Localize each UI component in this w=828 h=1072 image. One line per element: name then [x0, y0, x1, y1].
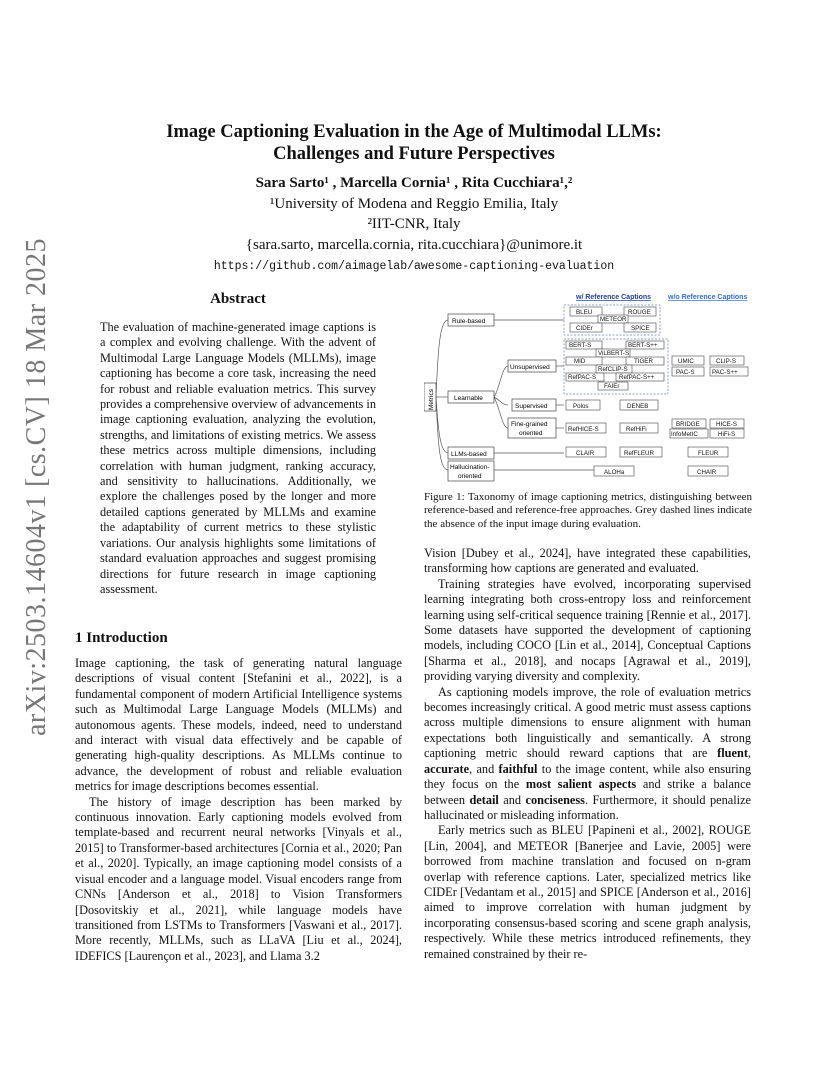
paper-title: [100, 121, 728, 165]
svg-text:TIGER: TIGER: [634, 358, 653, 365]
metric-refpac-s: [566, 373, 604, 381]
abstract-text: The evaluation of machine-generated image captions is a complex and evolving challenge. With the advent of Multimodal Large Language Models (MLLMs), image captioning has become a core task, increasing the need for robust and reliable evaluation metrics. This survey provides a comprehensive overview of advancements in image captioning evaluation, analyzing the evolution, strengths, and limitations of existing metrics. We assess these metrics across multiple dimensions, including correlation with human judgment, ranking accuracy, and sensitivity to hallucinations. Additionally, we explore the challenges posed by the longer and more detailed captions generated by MLLMs and examine the adaptability of current metrics to these stylistic variations. Our analysis highlights some limitations of standard evaluation approaches and suggest promising directions for future research in image captioning assessment.: [100, 320, 376, 596]
svg-text:Fine-grained: Fine-grained: [511, 421, 548, 428]
svg-text:METEOR: METEOR: [600, 316, 627, 323]
metric-rouge: [624, 307, 656, 316]
svg-text:RefHiFi: RefHiFi: [626, 426, 647, 433]
svg-text:CLAIR: CLAIR: [576, 450, 595, 457]
svg-text:RefPAC-S: RefPAC-S: [568, 374, 597, 381]
svg-text:Learnable: Learnable: [454, 395, 483, 402]
author-emails: {sara.sarto, marcella.cornia, rita.cucchiara}@unimore.it: [245, 237, 583, 253]
svg-text:DENEB: DENEB: [627, 403, 649, 410]
svg-text:Rule-based: Rule-based: [452, 318, 486, 325]
svg-text:CHAIR: CHAIR: [697, 469, 717, 476]
svg-text:oriented: oriented: [519, 430, 543, 437]
svg-text:Hallucination-: Hallucination-: [450, 464, 490, 471]
svg-text:BERT-S++: BERT-S++: [628, 342, 658, 349]
abstract-heading: Abstract: [210, 291, 266, 307]
svg-text:ViLBERT-S: ViLBERT-S: [598, 350, 630, 357]
intro-paragraph-3: Vision [Dubey et al., 2024], have integrated these capabilities, transforming how captions are generated and evaluated.: [424, 546, 751, 576]
metric-spice: [624, 323, 656, 332]
intro-column-right: [424, 546, 751, 962]
svg-text:Polos: Polos: [573, 403, 589, 410]
repository-url[interactable]: https://github.com/aimagelab/awesome-captioning-evaluation: [213, 260, 615, 273]
metric-refhice-s: [566, 423, 606, 433]
intro-paragraph-1: Image captioning, the task of generating natural language descriptions of visual content [Stefanini et al., 2022], is a fundamental component of modern Artificial Intelligence systems such as Multimodal Large Language Models (MLLMs) and autonomous agents. These models, indeed, need to understand and interact with visual data effectively and be capable of generating high-quality descriptions. As MLLMs continue to advance, the development of robust and reliable evaluation metrics for image descriptions becomes essential.: [75, 656, 402, 794]
metric-umic: [672, 356, 704, 365]
metric-clair: [566, 447, 606, 457]
metric-vilbert-s: [596, 349, 630, 357]
metric-meteor: [598, 315, 628, 323]
svg-text:CLIP-S: CLIP-S: [716, 358, 736, 365]
svg-text:Supervised: Supervised: [515, 403, 548, 410]
metric-bleu: [570, 307, 602, 316]
svg-text:HiFi-S: HiFi-S: [718, 431, 736, 438]
subcategory-fine-grained: [508, 418, 556, 438]
metric-infometic: [670, 429, 708, 438]
metric-hifi-s: [710, 429, 744, 438]
taxonomy-figure: [424, 288, 754, 484]
svg-text:oriented: oriented: [458, 473, 482, 480]
metric-tiger: [626, 357, 664, 365]
svg-text:BERT-S: BERT-S: [569, 342, 592, 349]
intro-paragraph-5: As captioning models improve, the role of evaluation metrics becomes increasingly critical. A good metric must assess captions across multiple dimensions to ensure alignment with human expectations both linguistically and semantically. A strong captioning metric should reward captions that are fluent, accurate, and faithful to the image content, while also ensuring they focus on the most salient aspects and strike a balance between detail and conciseness. Furthermore, it should penalize hallucinated or misleading information.: [424, 684, 751, 822]
svg-text:ROUGE: ROUGE: [628, 309, 651, 316]
section-heading-introduction: 1 Introduction: [75, 630, 168, 646]
svg-text:RefHICE-S: RefHICE-S: [568, 426, 599, 433]
svg-text:RefPAC-S++: RefPAC-S++: [619, 374, 655, 381]
arxiv-identifier: arXiv:2503.14604v1 [cs.CV] 18 Mar 2025: [21, 237, 52, 737]
metric-deneb: [620, 400, 658, 410]
intro-paragraph-6: Early metrics such as BLEU [Papineni et al., 2002], ROUGE [Lin, 2004], and METEOR [Banerjee and Lavie, 2005] were borrowed from machine translation and focused on n-gram overlap with reference captions. Later, specialized metrics like CIDEr [Vedantam et al., 2015] and SPICE [Anderson et al., 2016] aimed to improve correlation with human judgment by incorporating consensus-based scoring and scene graph analysis, respectively. While these metrics introduced refinements, they remained constrained by their re-: [424, 823, 751, 961]
metric-hice-s: [710, 419, 744, 428]
category-hallucination-oriented: [448, 461, 494, 481]
category-llms-based: [448, 447, 494, 459]
metric-polos: [566, 400, 600, 410]
svg-text:UMIC: UMIC: [678, 358, 694, 365]
metric-faier: [598, 382, 628, 390]
author-list: Sara Sarto¹ , Marcella Cornia¹ , Rita Cucchiara¹,²: [255, 175, 573, 191]
metric-reffleur: [620, 447, 662, 457]
svg-text:RefCLIP-S: RefCLIP-S: [598, 366, 628, 373]
svg-text:CIDEr: CIDEr: [576, 325, 593, 332]
svg-text:BLEU: BLEU: [576, 309, 593, 316]
svg-text:ALOHa: ALOHa: [604, 469, 625, 476]
intro-column-left: [75, 656, 402, 964]
svg-text:FAIEr: FAIEr: [604, 383, 620, 390]
root-metrics: Metrics: [428, 389, 435, 410]
svg-text:Unsupervised: Unsupervised: [510, 364, 550, 371]
metric-cider: [570, 323, 602, 332]
metric-pac-s: [672, 367, 704, 376]
metric-refclip-s: [596, 365, 632, 373]
affiliation-2: ²IIT-CNR, Italy: [367, 216, 461, 232]
metric-pac-s-plus: [710, 367, 748, 376]
subcategory-unsupervised: [508, 360, 556, 372]
metric-refpac-s-plus: [616, 373, 664, 381]
legend-reference-free: w/o Reference Captions: [668, 294, 748, 301]
metric-clip-s: [710, 356, 744, 365]
figure-caption: Figure 1: Taxonomy of image captioning metrics, distinguishing between reference-based and reference-free approaches. Grey dashed lines indicate the absence of the input image during evaluation.: [424, 491, 752, 530]
metric-mid: [566, 357, 602, 365]
subcategory-supervised: [512, 399, 556, 411]
affiliation-1: ¹University of Modena and Reggio Emilia, Italy: [269, 196, 559, 212]
svg-text:BRIDGE: BRIDGE: [676, 421, 700, 428]
svg-text:HICE-S: HICE-S: [716, 421, 737, 428]
metric-boxes: [566, 307, 748, 476]
title-line-2: Challenges and Future Perspectives: [273, 144, 555, 164]
metric-refhifi: [620, 423, 658, 433]
category-learnable: [448, 391, 494, 403]
title-line-1: Image Captioning Evaluation in the Age of Multimodal LLMs:: [166, 122, 662, 142]
intro-paragraph-4: Training strategies have evolved, incorporating supervised learning integrating both cross-entropy loss and reinforcement learning using self-critical sequence training [Rennie et al., 2017]. Some datasets have supported the development of captioning models, including COCO [Lin et al., 2014], Conceptual Captions [Sharma et al., 2018], and nocaps [Agrawal et al., 2019], providing varying diversity and complexity.: [424, 576, 751, 684]
metric-chair: [688, 466, 728, 476]
svg-text:InfoMetIC: InfoMetIC: [671, 431, 698, 438]
metric-bert-s-plus: [626, 341, 664, 349]
svg-text:FLEUR: FLEUR: [698, 450, 719, 457]
svg-text:PAC-S++: PAC-S++: [712, 369, 738, 376]
svg-text:SPICE: SPICE: [631, 325, 650, 332]
category-rule-based: [448, 314, 494, 326]
svg-text:LLMs-based: LLMs-based: [451, 451, 487, 458]
metric-bridge: [672, 419, 706, 428]
metric-bert-s: [566, 341, 602, 349]
metric-aloha: [594, 466, 634, 476]
metric-fleur: [688, 447, 728, 457]
svg-text:RefFLEUR: RefFLEUR: [624, 450, 654, 457]
svg-text:MID: MID: [574, 358, 586, 365]
svg-text:PAC-S: PAC-S: [676, 369, 695, 376]
intro-paragraph-2: The history of image description has been marked by continuous innovation. Early captioning models evolved from template-based and recurrent neural networks [Vinyals et al., 2015] to Transformer-based architectures [Cornia et al., 2020; Pan et al., 2020]. Typically, an image captioning model consists of a visual encoder and a language model. Visual encoders range from CNNs [Anderson et al., 2018] to Vision Transformers [Dosovitskiy et al., 2021], while language models have transitioned from LSTMs to Transformers [Vaswani et al., 2017]. More recently, MLLMs, such as LLaVA [Liu et al., 2024], IDEFICS [Laurençon et al., 2023], and Llama 3.2: [75, 794, 402, 963]
legend-reference-captions: w/ Reference Captions: [576, 294, 652, 301]
